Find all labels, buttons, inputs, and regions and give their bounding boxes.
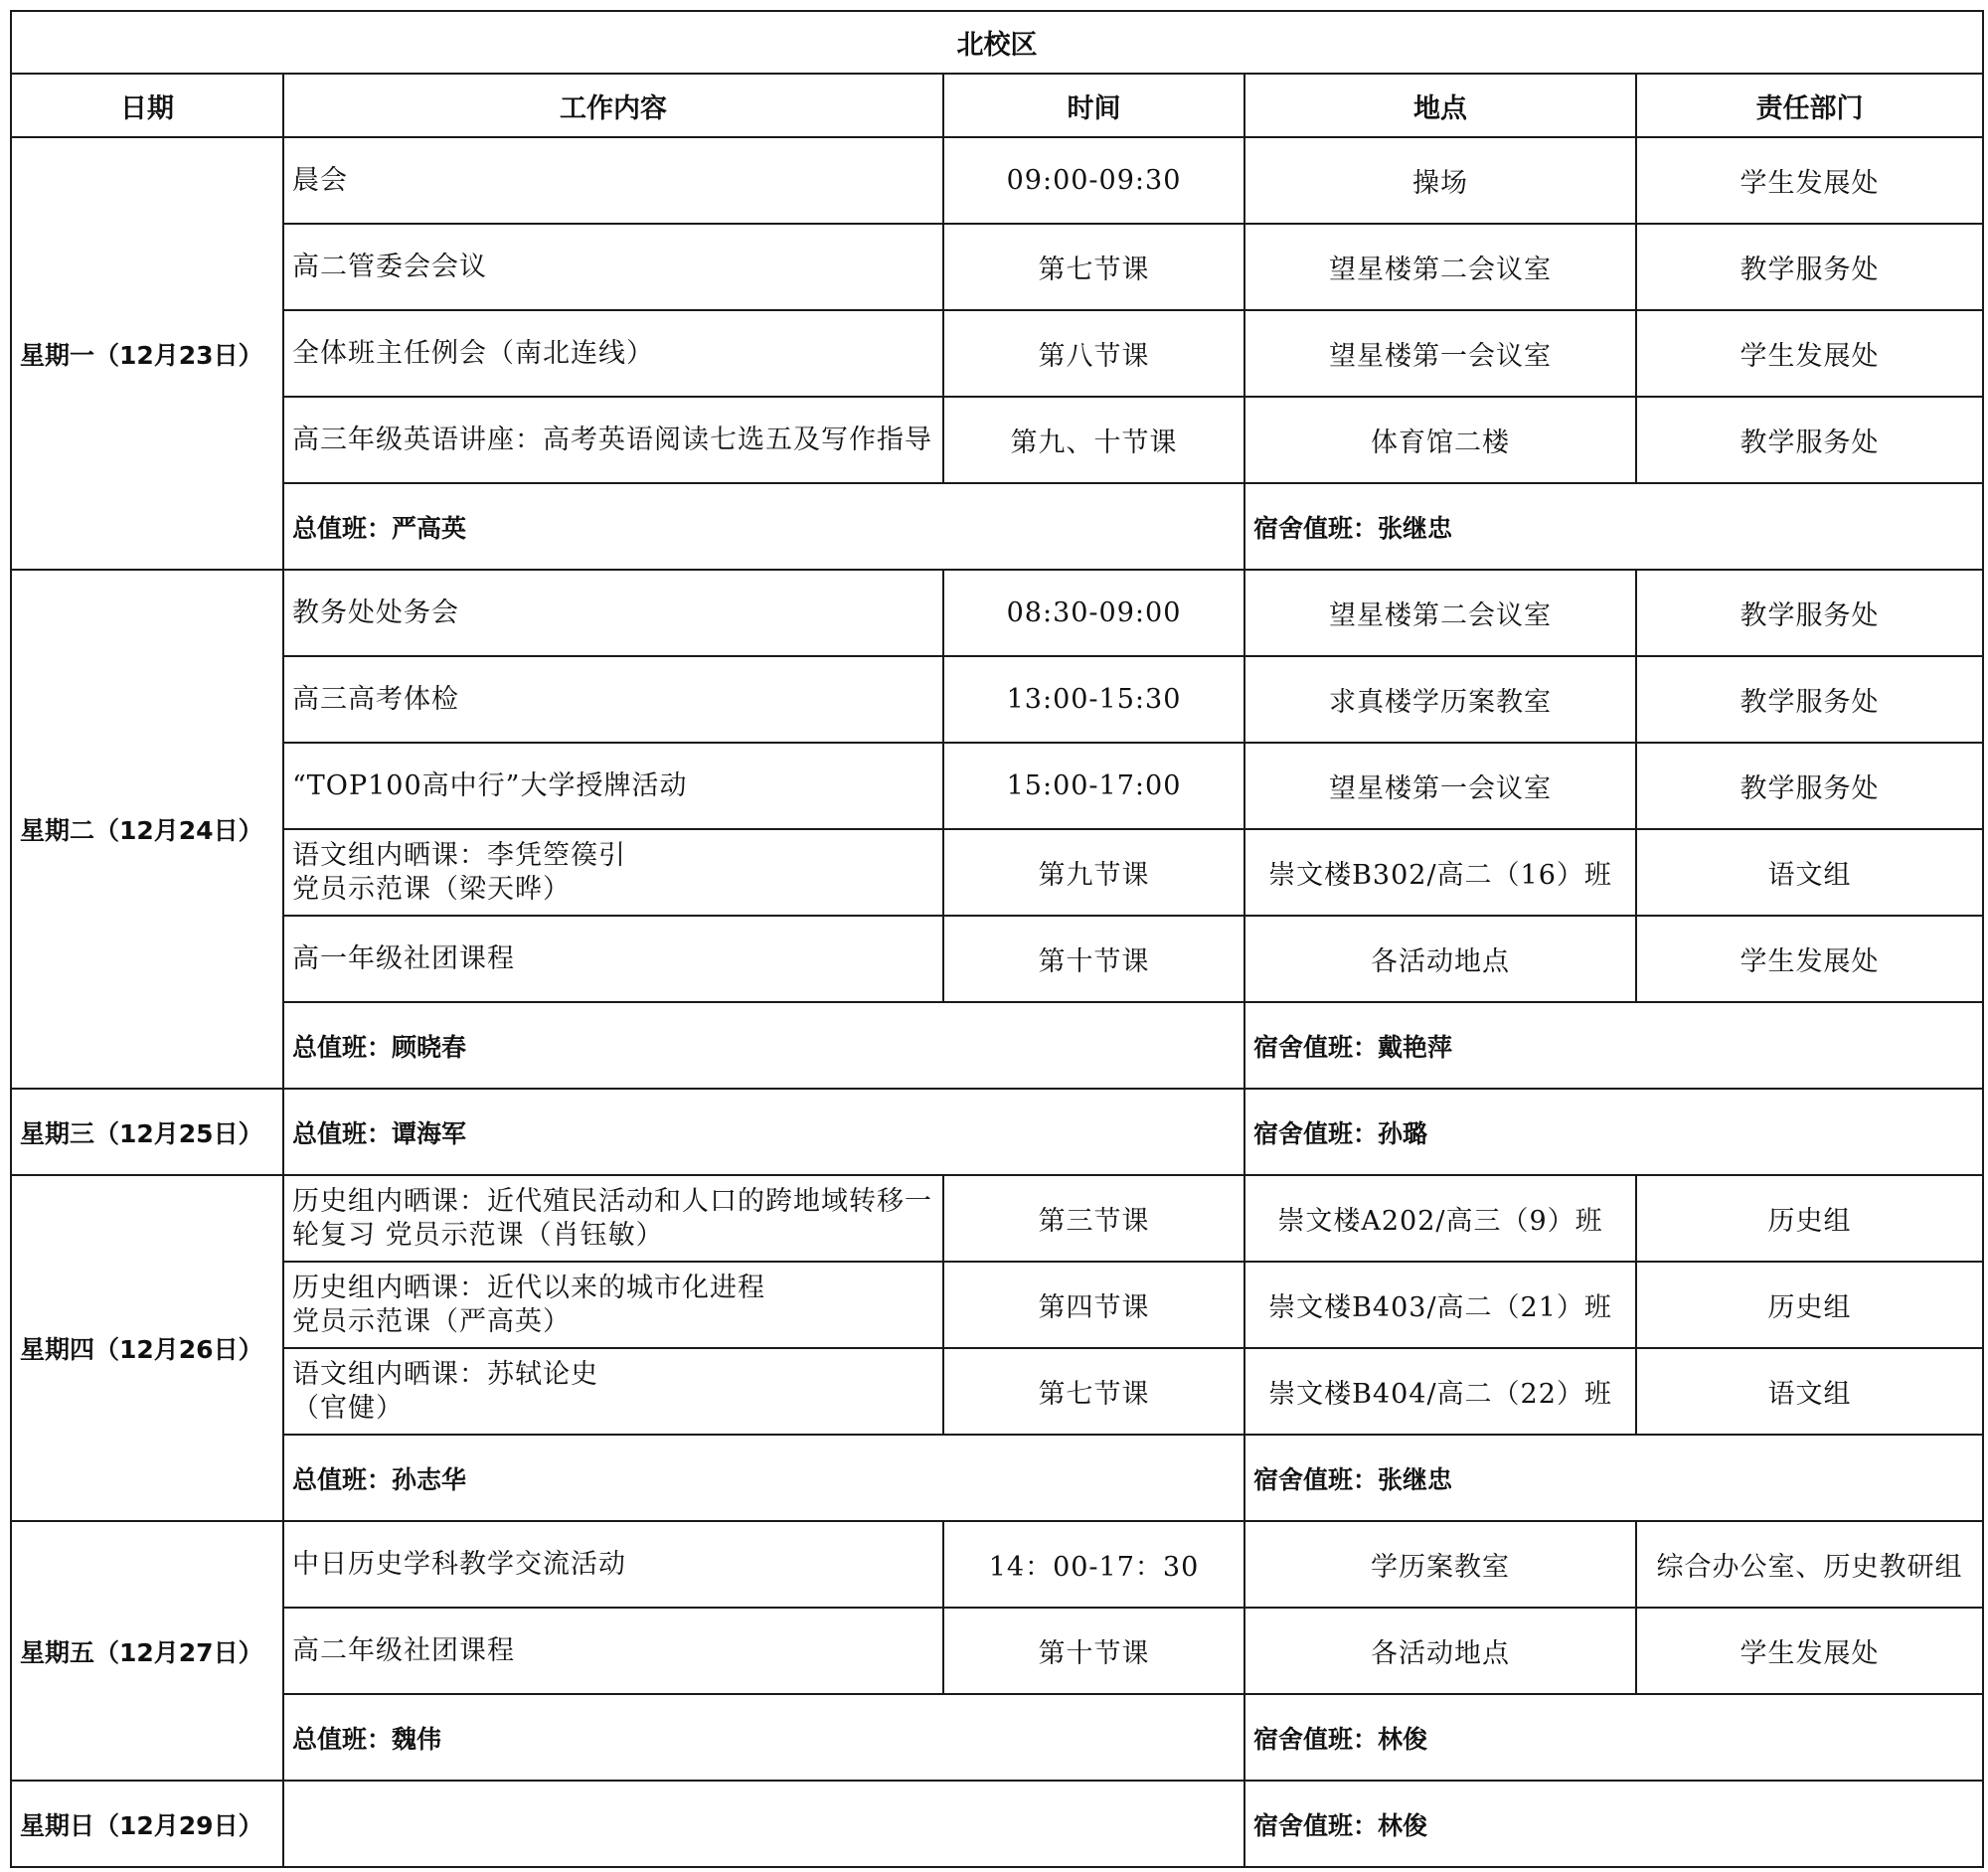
event-time: 第七节课 <box>943 1348 1244 1435</box>
event-dept: 学生发展处 <box>1636 310 1983 397</box>
event-dept: 历史组 <box>1636 1262 1983 1348</box>
day-date: 星期四（12月26日） <box>11 1175 283 1521</box>
duty-row <box>11 1694 1983 1781</box>
event-content-line: 语文组内晒课：苏轼论史 <box>292 1358 598 1390</box>
duty-row <box>11 1781 1983 1867</box>
event-dept: 学生发展处 <box>1636 1608 1983 1694</box>
event-place: 操场 <box>1244 137 1636 224</box>
event-place: 崇文楼B403/高二（21）班 <box>1244 1262 1636 1348</box>
duty-row <box>11 1089 1983 1175</box>
event-row <box>11 1521 1983 1608</box>
event-row <box>11 224 1983 310</box>
event-dept: 教学服务处 <box>1636 397 1983 483</box>
event-content-line: 语文组内晒课：李凭箜篌引 <box>292 839 626 871</box>
general-duty: 总值班：孙志华 <box>283 1435 1244 1521</box>
event-content <box>283 310 943 397</box>
event-row <box>11 1262 1983 1348</box>
event-dept: 教学服务处 <box>1636 224 1983 310</box>
event-dept: 教学服务处 <box>1636 656 1983 743</box>
event-row <box>11 570 1983 656</box>
event-row <box>11 397 1983 483</box>
event-time: 14：00-17：30 <box>943 1521 1244 1608</box>
title-row <box>11 11 1983 74</box>
event-time: 09:00-09:30 <box>943 137 1244 224</box>
event-place: 学历案教室 <box>1244 1521 1636 1608</box>
event-time: 第八节课 <box>943 310 1244 397</box>
day-date: 星期五（12月27日） <box>11 1521 283 1781</box>
header-time: 时间 <box>943 74 1244 137</box>
event-time: 第十节课 <box>943 1608 1244 1694</box>
event-dept: 学生发展处 <box>1636 916 1983 1002</box>
event-place: 望星楼第一会议室 <box>1244 743 1636 829</box>
event-place: 望星楼第二会议室 <box>1244 570 1636 656</box>
day-date: 星期二（12月24日） <box>11 570 283 1089</box>
dorm-duty: 宿舍值班：林俊 <box>1244 1781 1983 1867</box>
general-duty <box>283 1781 1244 1867</box>
day-date: 星期一（12月23日） <box>11 137 283 570</box>
event-place: 望星楼第一会议室 <box>1244 310 1636 397</box>
event-content-line: 党员示范课（严高英） <box>292 1305 571 1337</box>
event-content-line: 教务处处务会 <box>292 596 459 628</box>
event-row <box>11 656 1983 743</box>
event-row <box>11 310 1983 397</box>
duty-row <box>11 1435 1983 1521</box>
event-content <box>283 1521 943 1608</box>
event-dept: 综合办公室、历史教研组 <box>1636 1521 1983 1608</box>
event-content <box>283 1175 943 1262</box>
event-dept: 历史组 <box>1636 1175 1983 1262</box>
event-time: 08:30-09:00 <box>943 570 1244 656</box>
header-place: 地点 <box>1244 74 1636 137</box>
event-content-line: 历史组内晒课：近代殖民活动和人口的跨地域转移一 <box>292 1185 932 1217</box>
duty-row <box>11 1002 1983 1089</box>
event-content-line: 党员示范课（梁天晔） <box>292 873 571 905</box>
schedule-table <box>10 10 1984 1868</box>
event-place: 各活动地点 <box>1244 1608 1636 1694</box>
event-content <box>283 743 943 829</box>
event-row <box>11 829 1983 916</box>
event-row <box>11 137 1983 224</box>
event-content-line: “TOP100高中行”大学授牌活动 <box>292 769 688 801</box>
event-time: 第九节课 <box>943 829 1244 916</box>
event-content <box>283 570 943 656</box>
event-place: 崇文楼A202/高三（9）班 <box>1244 1175 1636 1262</box>
event-row <box>11 743 1983 829</box>
event-time: 15:00-17:00 <box>943 743 1244 829</box>
event-time: 13:00-15:30 <box>943 656 1244 743</box>
event-content <box>283 397 943 483</box>
general-duty: 总值班：严高英 <box>283 483 1244 570</box>
event-time: 第十节课 <box>943 916 1244 1002</box>
dorm-duty: 宿舍值班：张继忠 <box>1244 483 1983 570</box>
event-place: 崇文楼B302/高二（16）班 <box>1244 829 1636 916</box>
event-content-line: 高二年级社团课程 <box>292 1634 515 1666</box>
event-content-line: （官健） <box>292 1392 404 1424</box>
event-content-line: 轮复习 党员示范课（肖钰敏） <box>292 1219 664 1251</box>
event-row <box>11 1175 1983 1262</box>
event-content-line: 中日历史学科教学交流活动 <box>292 1548 626 1580</box>
event-content-line: 晨会 <box>292 164 348 196</box>
event-content <box>283 137 943 224</box>
event-content <box>283 1262 943 1348</box>
general-duty: 总值班：魏伟 <box>283 1694 1244 1781</box>
event-time: 第三节课 <box>943 1175 1244 1262</box>
event-content-line: 高三年级英语讲座：高考英语阅读七选五及写作指导 <box>292 424 932 455</box>
event-dept: 教学服务处 <box>1636 570 1983 656</box>
header-content: 工作内容 <box>283 74 943 137</box>
event-row <box>11 1348 1983 1435</box>
event-content-line: 高二管委会会议 <box>292 251 487 282</box>
event-content-line: 高一年级社团课程 <box>292 942 515 974</box>
duty-row <box>11 483 1983 570</box>
event-dept: 语文组 <box>1636 829 1983 916</box>
day-date: 星期日（12月29日） <box>11 1781 283 1867</box>
event-place: 求真楼学历案教室 <box>1244 656 1636 743</box>
header-dept: 责任部门 <box>1636 74 1983 137</box>
dorm-duty: 宿舍值班：戴艳萍 <box>1244 1002 1983 1089</box>
event-place: 体育馆二楼 <box>1244 397 1636 483</box>
event-content <box>283 916 943 1002</box>
event-place: 望星楼第二会议室 <box>1244 224 1636 310</box>
event-dept: 教学服务处 <box>1636 743 1983 829</box>
event-content <box>283 656 943 743</box>
event-content <box>283 224 943 310</box>
event-time: 第九、十节课 <box>943 397 1244 483</box>
event-time: 第四节课 <box>943 1262 1244 1348</box>
event-content <box>283 1608 943 1694</box>
event-dept: 语文组 <box>1636 1348 1983 1435</box>
event-place: 崇文楼B404/高二（22）班 <box>1244 1348 1636 1435</box>
campus-title: 北校区 <box>11 11 1983 74</box>
event-place: 各活动地点 <box>1244 916 1636 1002</box>
day-date: 星期三（12月25日） <box>11 1089 283 1175</box>
header-row <box>11 74 1983 137</box>
event-content-line: 历史组内晒课：近代以来的城市化进程 <box>292 1272 765 1303</box>
dorm-duty: 宿舍值班：林俊 <box>1244 1694 1983 1781</box>
header-date: 日期 <box>11 74 283 137</box>
event-content-line: 全体班主任例会（南北连线） <box>292 337 654 369</box>
schedule-body <box>11 11 1983 1867</box>
event-row <box>11 1608 1983 1694</box>
event-content <box>283 1348 943 1435</box>
dorm-duty: 宿舍值班：张继忠 <box>1244 1435 1983 1521</box>
event-row <box>11 916 1983 1002</box>
general-duty: 总值班：顾晓春 <box>283 1002 1244 1089</box>
event-content <box>283 829 943 916</box>
event-dept: 学生发展处 <box>1636 137 1983 224</box>
general-duty: 总值班：谭海军 <box>283 1089 1244 1175</box>
event-time: 第七节课 <box>943 224 1244 310</box>
dorm-duty: 宿舍值班：孙璐 <box>1244 1089 1983 1175</box>
event-content-line: 高三高考体检 <box>292 683 459 715</box>
